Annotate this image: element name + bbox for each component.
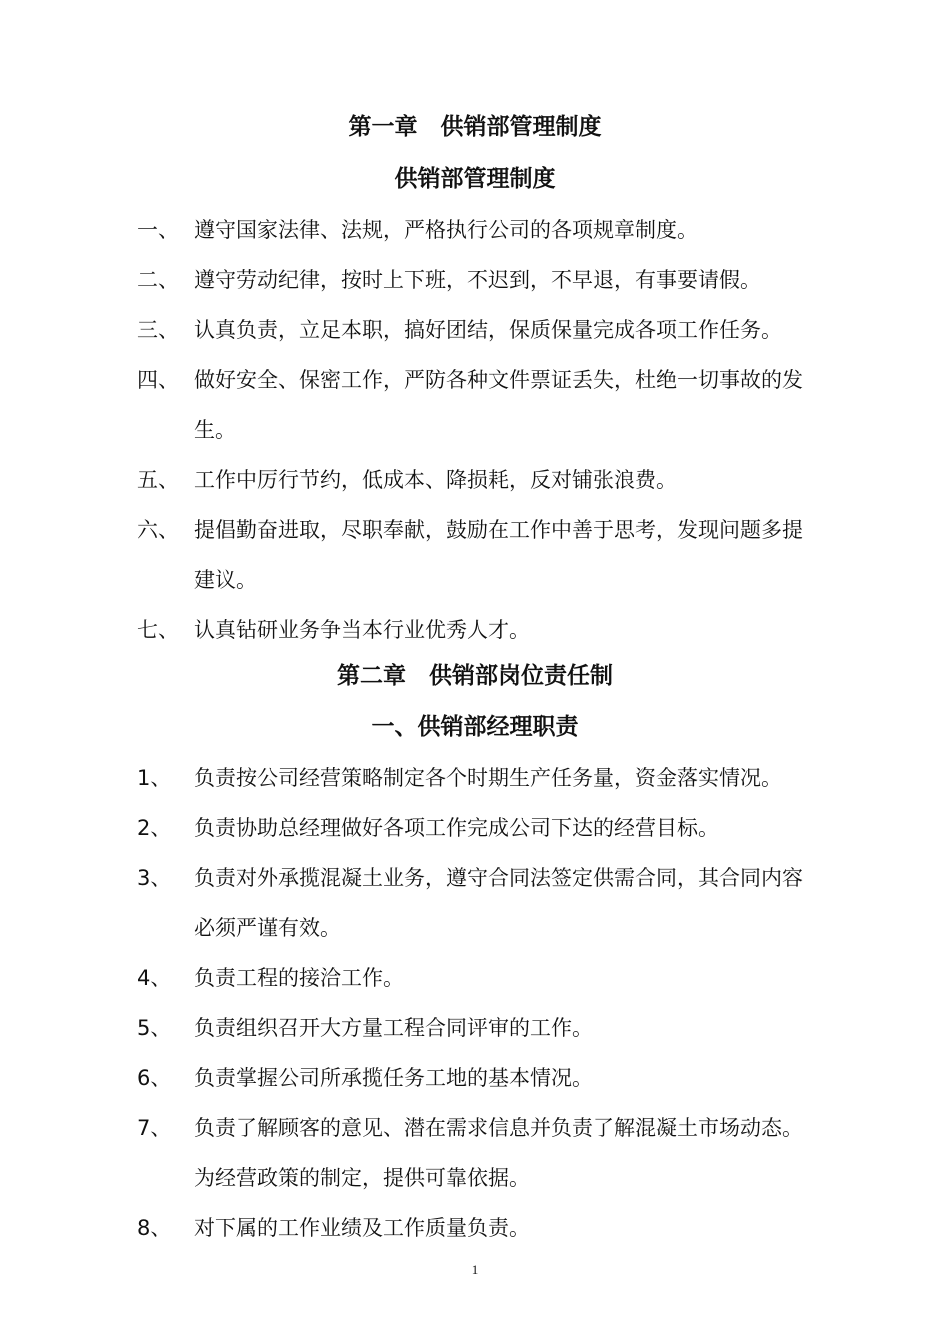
item-text-continuation: 必须严谨有效。: [194, 916, 341, 940]
item-text: 工作中厉行节约，低成本、降损耗，反对铺张浪费。: [194, 468, 677, 492]
item-text: 对下属的工作业绩及工作质量负责。: [194, 1216, 530, 1240]
item-number: 三、: [137, 318, 179, 342]
item-text: 认真负责，立足本职，搞好团结，保质保量完成各项工作任务。: [194, 318, 782, 342]
item-text: 遵守国家法律、法规，严格执行公司的各项规章制度。: [194, 218, 698, 242]
item-text: 认真钻研业务争当本行业优秀人才。: [194, 618, 530, 642]
item-number: 二、: [137, 268, 179, 292]
item-number: 7、: [137, 1116, 172, 1140]
page-number: 1: [471, 1262, 479, 1277]
item-number: 4、: [137, 966, 172, 990]
chapter-1-subtitle: 供销部管理制度: [394, 166, 556, 192]
item-text: 负责对外承揽混凝土业务，遵守合同法签定供需合同，其合同内容: [194, 866, 803, 890]
item-text: 负责掌握公司所承揽任务工地的基本情况。: [194, 1066, 593, 1090]
item-number: 2、: [137, 816, 172, 840]
item-number: 一、: [137, 218, 179, 242]
item-number: 5、: [137, 1016, 172, 1040]
chapter-1-title: 第一章 供销部管理制度: [348, 114, 602, 140]
item-text: 负责组织召开大方量工程合同评审的工作。: [194, 1016, 593, 1040]
item-text: 负责了解顾客的意见、潜在需求信息并负责了解混凝土市场动态。: [194, 1116, 803, 1140]
item-text-continuation: 建议。: [194, 568, 257, 592]
item-text: 做好安全、保密工作，严防各种文件票证丢失，杜绝一切事故的发: [194, 368, 803, 392]
item-text-continuation: 为经营政策的制定，提供可靠依据。: [194, 1166, 530, 1190]
item-text-continuation: 生。: [194, 418, 236, 442]
item-number: 六、: [137, 518, 179, 542]
chapter-2-title: 第二章 供销部岗位责任制: [337, 663, 613, 689]
item-number: 3、: [137, 866, 172, 890]
item-number: 四、: [137, 368, 179, 392]
item-text: 负责协助总经理做好各项工作完成公司下达的经营目标。: [194, 816, 719, 840]
item-number: 七、: [137, 618, 179, 642]
item-number: 6、: [137, 1066, 172, 1090]
item-number: 五、: [137, 468, 179, 492]
section-title: 一、供销部经理职责: [371, 714, 579, 740]
item-text: 负责工程的接洽工作。: [194, 966, 404, 990]
item-text: 遵守劳动纪律，按时上下班，不迟到，不早退，有事要请假。: [194, 268, 761, 292]
item-number: 1、: [137, 766, 172, 790]
item-text: 提倡勤奋进取，尽职奉献，鼓励在工作中善于思考，发现问题多提: [194, 518, 803, 542]
item-text: 负责按公司经营策略制定各个时期生产任务量，资金落实情况。: [194, 766, 782, 790]
item-number: 8、: [137, 1216, 172, 1240]
